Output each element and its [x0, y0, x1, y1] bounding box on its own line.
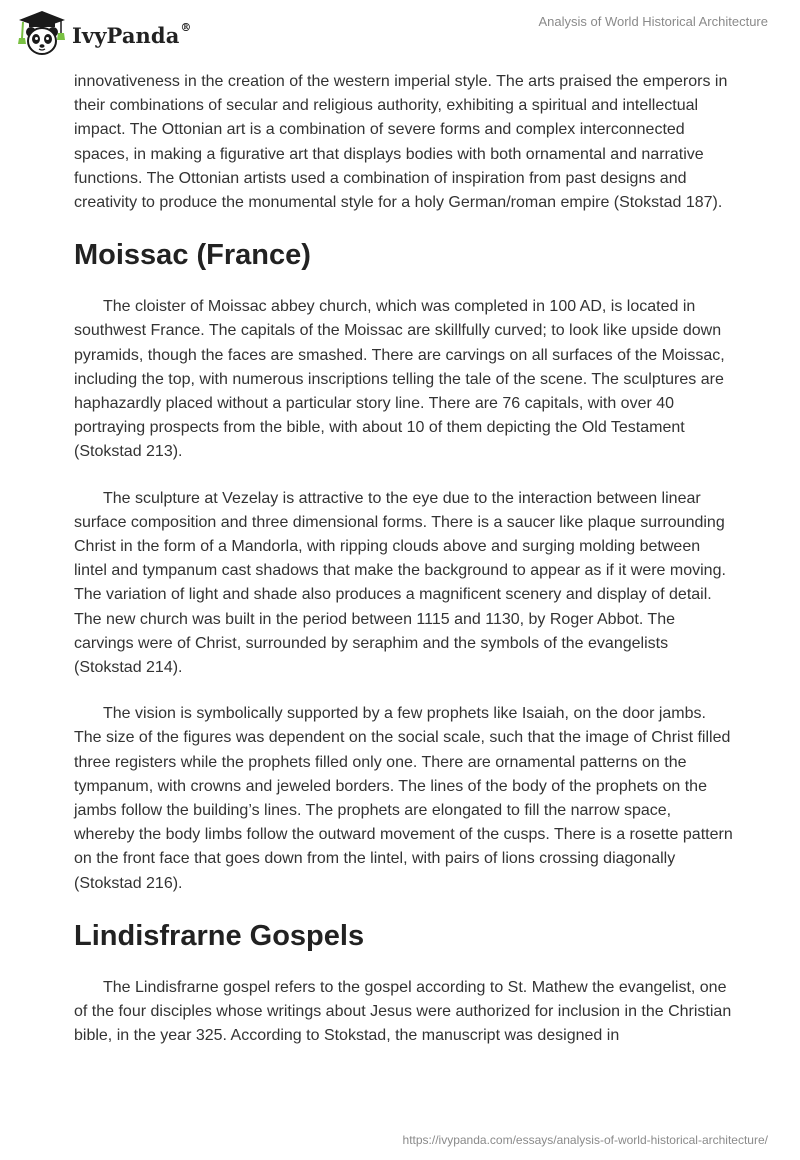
registered-mark: ®: [180, 20, 192, 34]
moissac-paragraph-2: The sculpture at Vezelay is attractive to the eye due to the interaction between linear surface composition and three dimensional forms. There is a saucer like plaque surrounding Christ in the form of a Mandorla, with ripping clouds above and surging molding between lintel and tympanum cast shadows that make the background to appear as if it were moving. The variation of light and shade also produces a magnificent scenery and display of detail. The new church was built in the period between 1115 and 1130, by Roger Abbot. The carvings were of Christ, surrounded by seraphim and the symbols of the evangelists (Stokstad 214).: [74, 489, 726, 677]
ivypanda-logo[interactable]: [14, 8, 192, 58]
brand-name: IvyPanda®: [72, 20, 192, 48]
section-heading-lindisfrarne: Lindisfrarne Gospels: [74, 919, 365, 952]
intro-paragraph: innovativeness in the creation of the western imperial style. The arts praised the emperors in their combinations of secular and religious authority, exhibiting a spiritual and intellectual impact. The Ottonian art is a combination of severe forms and complex interconnected spaces, in making a figurative art that displays bodies with both ornamental and narrative functions. The Ottonian artists used a combination of inspiration from past designs and creativity to produce the monumental style for a holy German/roman empire (Stokstad 187).: [74, 73, 728, 212]
page-header: [0, 0, 800, 64]
lindisfrarne-paragraph-1: The Lindisfrarne gospel refers to the gospel according to St. Mathew the evangelist, one of the four disciples whose writings about Jesus were authorized for inclusion in the Christian bible, in the year 325. According to Stokstad, the manuscript was designed in: [74, 978, 732, 1045]
essay-content: [74, 70, 734, 1071]
document-title: Analysis of World Historical Architecture: [538, 14, 768, 29]
moissac-paragraph-1: The cloister of Moissac abbey church, which was completed in 100 AD, is located in southwest France. The capitals of the Moissac are skillfully curved; to look like upside down pyramids, though the faces are smashed. There are carvings on all surfaces of the Moissac, including the top, with numerous inscriptions telling the tale of the scene. The sculptures are haphazardly placed without a particular story line. There are 76 capitals, with over 40 portraying prospects from the bible, with about 10 of them depicting the Old Testament (Stokstad 213).: [74, 298, 725, 461]
moissac-paragraph-3: The vision is symbolically supported by a few prophets like Isaiah, on the door jambs. The size of the figures was dependent on the social scale, such that the image of Christ filled three registers while the prophets filled only one. There are ornamental patterns on the tympanum, with crowns and jeweled borders. The lines of the body of the prophets on the jambs follow the building’s lines. The prophets are elongated to fill the narrow space, whereby the body limbs follow the outward movement of the cusps. There is a rosette pattern on the front face that goes down from the lintel, with pairs of lions crossing diagonally (Stokstad 216).: [74, 705, 733, 892]
section-heading-moissac: Moissac (France): [74, 239, 311, 272]
source-url-link[interactable]: https://ivypanda.com/essays/analysis-of-world-historical-architecture/: [402, 1133, 768, 1147]
panda-graduate-icon: [14, 8, 70, 58]
